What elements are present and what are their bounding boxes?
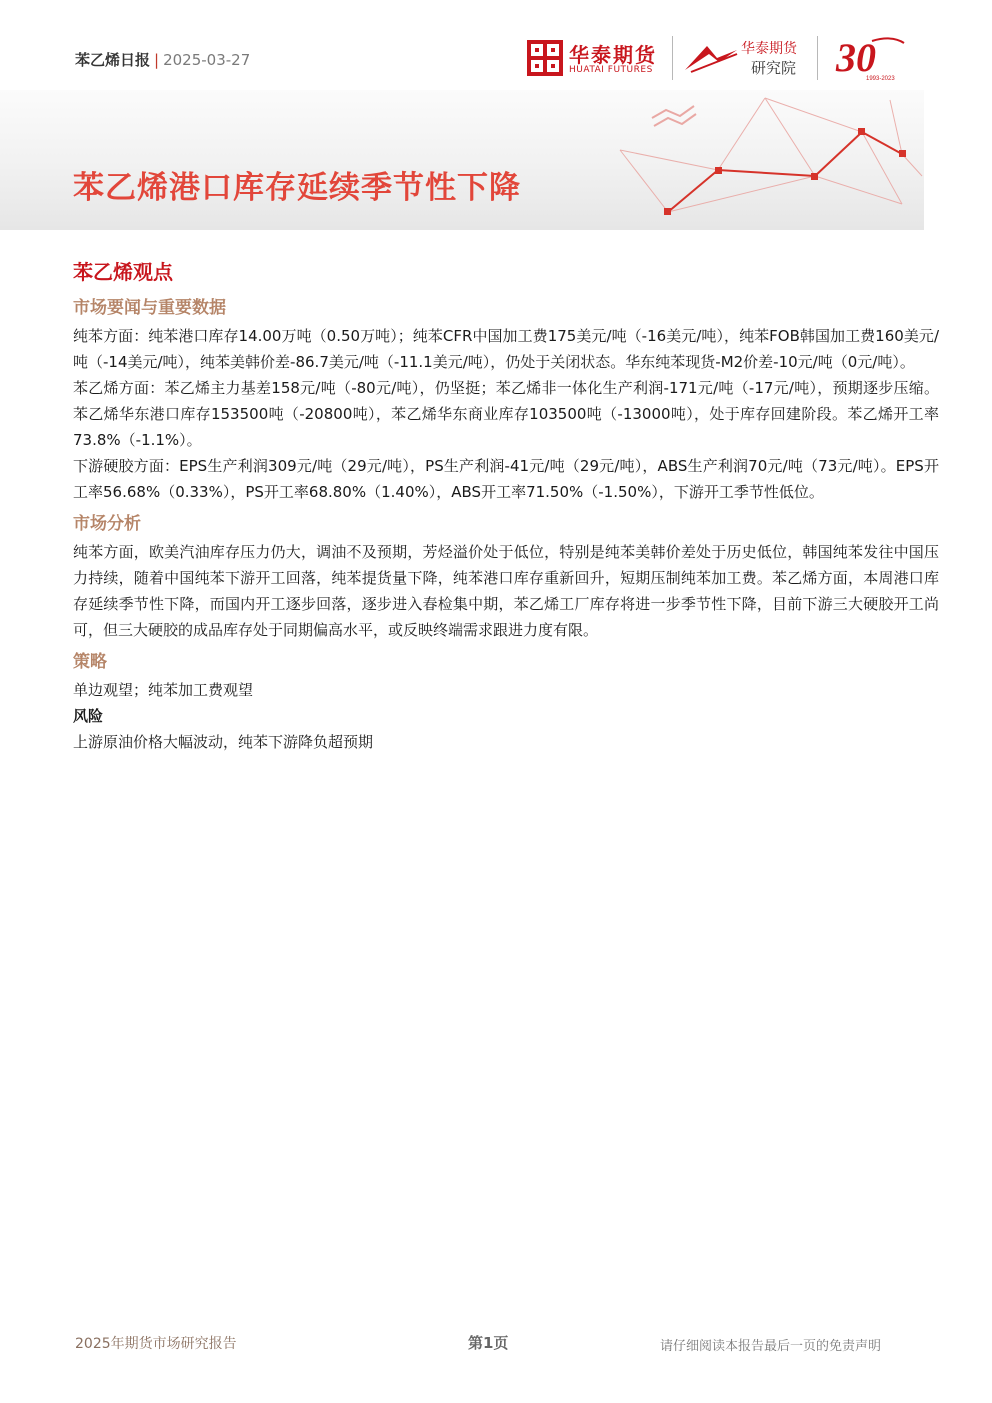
news-paragraph-downstream: 下游硬胶方面：EPS生产利润309元/吨（29元/吨），PS生产利润-41元/吨（29元/吨），ABS生产利润70元/吨（73元/吨）。EPS开工率56.68%（0.33%），PS开工率68.80%（1.40%），ABS开工率71.50%（-1.50%），下游开工季节性低位。	[73, 457, 939, 501]
header-separator: |	[154, 51, 160, 69]
research-logo-line2: 研究院	[751, 59, 797, 77]
disclaimer-notice: 请仔细阅读本报告最后一页的免责声明	[660, 1339, 882, 1354]
strategy-text: 单边观望；纯苯加工费观望	[73, 681, 254, 699]
news-paragraph-styrene: 苯乙烯方面：苯乙烯主力基差158元/吨（-80元/吨），仍坚挺；苯乙烯非一体化生产利润-171元/吨（-17元/吨），预期逐步压缩。苯乙烯华东港口库存153500吨（-20800吨），苯乙烯华东商业库存103500吨（-13000吨），处于库存回建阶段。苯乙烯开工率73.8%（-1.1%）。	[73, 379, 939, 449]
strategy-heading: 策略	[73, 652, 107, 672]
huatai-logo-cn: 华泰期货	[569, 43, 657, 67]
section-title: 苯乙烯观点	[73, 260, 173, 284]
news-heading: 市场要闻与重要数据	[73, 298, 226, 318]
footer-report-series: 2025年期货市场研究报告	[75, 1336, 237, 1352]
research-swoosh-icon	[683, 40, 739, 76]
huatai-futures-logo	[527, 38, 669, 80]
header-divider	[672, 36, 673, 80]
huatai-emblem-icon	[527, 40, 563, 76]
page-number: 第1页	[468, 1334, 509, 1352]
network-graphic	[600, 90, 924, 230]
page-header	[0, 0, 992, 80]
report-meta	[75, 49, 250, 70]
page-footer	[0, 1320, 992, 1403]
report-name: 苯乙烯日报	[75, 51, 151, 69]
header-divider	[817, 36, 818, 80]
anniversary-number: 30	[836, 35, 876, 80]
huatai-logo-en: HUATAI FUTURES	[569, 65, 653, 75]
risk-heading: 风险	[73, 707, 104, 725]
anniversary-years: 1993-2023	[866, 76, 895, 82]
report-body	[73, 258, 939, 755]
anniversary-30-logo	[832, 33, 910, 83]
analysis-heading: 市场分析	[73, 514, 141, 534]
title-banner	[0, 90, 924, 230]
report-title: 苯乙烯港口库存延续季节性下降	[73, 170, 521, 206]
research-institute-logo	[683, 36, 813, 80]
news-paragraph-benzene: 纯苯方面：纯苯港口库存14.00万吨（0.50万吨）；纯苯CFR中国加工费175美元/吨（-16美元/吨），纯苯FOB韩国加工费160美元/吨（-14美元/吨），纯苯美韩价差-86.7美元/吨（-11.1美元/吨），仍处于关闭状态。华东纯苯现货-M2价差-10元/吨（0元/吨）。	[73, 327, 939, 371]
risk-text: 上游原油价格大幅波动，纯苯下游降负超预期	[73, 733, 374, 751]
report-date: 2025-03-27	[163, 51, 251, 69]
research-logo-line1: 华泰期货	[741, 41, 797, 57]
analysis-paragraph: 纯苯方面，欧美汽油库存压力仍大，调油不及预期，芳烃溢价处于低位，特别是纯苯美韩价差处于历史低位，韩国纯苯发往中国压力持续，随着中国纯苯下游开工回落，纯苯提货量下降，纯苯港口库存重新回升，短期压制纯苯加工费。苯乙烯方面，本周港口库存延续季节性下降，而国内开工逐步回落，逐步进入春检集中期，苯乙烯工厂库存将进一步季节性下降，目前下游三大硬胶开工尚可，但三大硬胶的成品库存处于同期偏高水平，或反映终端需求跟进力度有限。	[73, 543, 939, 639]
